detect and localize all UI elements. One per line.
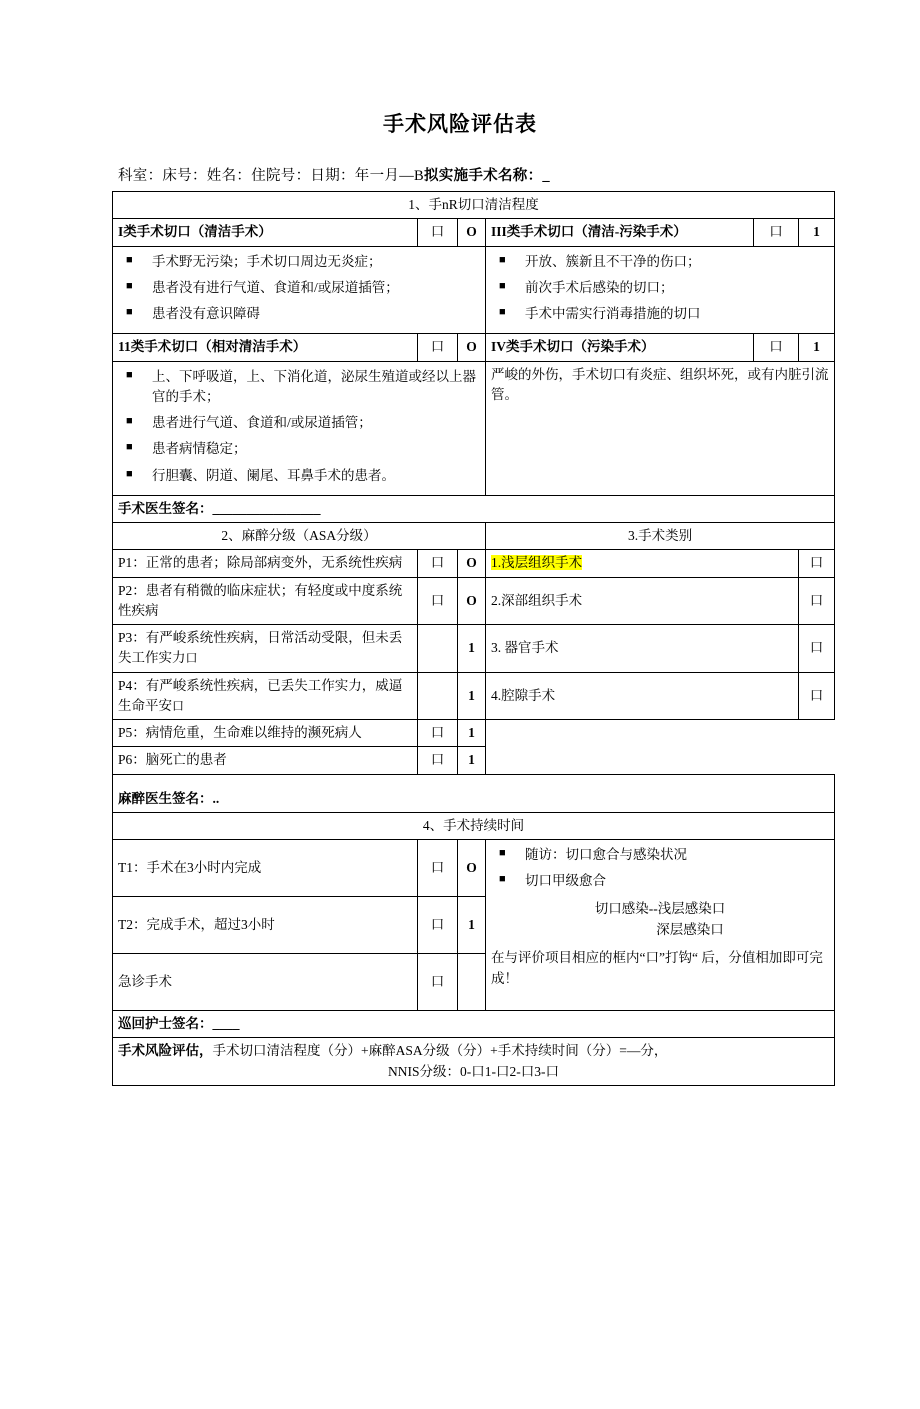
asa-score: 1 — [458, 747, 486, 774]
duration-label: 急诊手术 — [113, 954, 418, 1011]
document-page — [0, 108, 920, 1409]
list-item: ■ 前次手术后感染的切口； — [491, 278, 829, 298]
cat3-items — [486, 246, 835, 334]
cat3-label: III类手术切口（清洁-污染手术） — [486, 219, 754, 246]
duration-checkbox[interactable]: 口 — [418, 897, 458, 954]
list-item: ■ 患者没有进行气道、食道和/或尿道插管； — [118, 278, 480, 298]
duration-label: T1：手术在3小时内完成 — [113, 840, 418, 897]
planned-surgery-label: 拟实施手术名称：_ — [423, 168, 550, 184]
asa-label: P2：患者有稍微的临床症状；有轻度或中度系统性疾病 — [113, 577, 418, 625]
surgery-type-empty — [486, 720, 835, 747]
surgery-type-empty — [486, 747, 835, 774]
asa-row — [113, 550, 835, 577]
list-item: ■ 患者进行气道、食道和/或尿道插管； — [118, 413, 480, 433]
asa-checkbox[interactable]: 口 — [418, 577, 458, 625]
list-item: ■ 手术中需实行消毒措施的切口 — [491, 304, 829, 324]
asa-row — [113, 747, 835, 774]
surgeon-signature[interactable]: 手术医生签名：________________ — [113, 495, 835, 522]
surgery-type-label: 4.腔隙手术 — [486, 672, 799, 720]
duration-score: 1 — [458, 897, 486, 954]
page-title: 手术风险评估表 — [383, 112, 537, 136]
list-item: ■ 行胆囊、阴道、阑尾、耳鼻手术的患者。 — [118, 466, 480, 486]
surgery-type-checkbox[interactable]: 口 — [799, 625, 835, 673]
anesthetist-signature[interactable]: 麻醉医生签名：.. — [113, 774, 835, 812]
asa-score: 1 — [458, 625, 486, 673]
asa-checkbox[interactable]: 口 — [418, 720, 458, 747]
asa-label — [113, 672, 418, 720]
section1-title-row — [113, 192, 835, 219]
list-item: ■ 切口甲级愈合 — [491, 871, 829, 891]
section1-cat-items-row-2 — [113, 361, 835, 495]
asa-row — [113, 577, 835, 625]
surgery-type-label — [486, 550, 799, 577]
list-item: ■ 上、下呼吸道，上、下消化道，泌尿生殖道或经以上器官的手术； — [118, 367, 480, 408]
asa-row — [113, 625, 835, 673]
asa-checkbox[interactable]: 口 — [418, 550, 458, 577]
nurse-signature[interactable]: 巡回护士签名：____ — [113, 1011, 835, 1038]
asa-score: O — [458, 550, 486, 577]
patient-info-line — [118, 164, 920, 185]
duration-row — [113, 840, 835, 897]
duration-checkbox[interactable]: 口 — [418, 840, 458, 897]
nurse-sign-row — [113, 1011, 835, 1038]
asa-label: P5：病情危重，生命难以维持的濒死病人 — [113, 720, 418, 747]
surgery-type-checkbox[interactable]: 口 — [799, 672, 835, 720]
anesthetist-sign-row — [113, 774, 835, 812]
section4-title: 4、手术持续时间 — [113, 812, 835, 839]
surgery-type-text: 1.浅层组织手术 — [491, 555, 583, 571]
nnis-grade[interactable]: NNIS分级：0-口1-口2-口3-口 — [388, 1063, 560, 1079]
asa-text: P3：有严峻系统性疾病，日常活动受限，但未丢失工作实力 — [118, 630, 403, 666]
footer-row — [113, 1038, 835, 1086]
risk-assessment-formula: 手术切口清洁程度（分）+麻醉ASA分级（分）+手术持续时间（分）=—分， — [212, 1043, 668, 1059]
cat4-label: IV类手术切口（污染手术） — [486, 334, 754, 361]
infection-deep: 深层感染口 — [656, 922, 724, 938]
section1-cat-head-row-2 — [113, 334, 835, 361]
asa-checkbox-spacer — [418, 625, 458, 673]
cat4-checkbox[interactable]: 口 — [754, 334, 799, 361]
cat3-score: 1 — [799, 219, 835, 246]
list-item: ■ 随访：切口愈合与感染状况 — [491, 845, 829, 865]
asa-row — [113, 672, 835, 720]
duration-score — [458, 954, 486, 1011]
asa-checkbox-spacer — [418, 672, 458, 720]
followup-block — [486, 840, 835, 1011]
section1-cat-head-row-1 — [113, 219, 835, 246]
cat4-text: 严峻的外伤，手术切口有炎症、组织坏死，或有内脏引流管。 — [486, 361, 835, 495]
asa-label — [113, 625, 418, 673]
asa-row — [113, 720, 835, 747]
asa-score: O — [458, 577, 486, 625]
cat2-score: O — [458, 334, 486, 361]
section1-cat-items-row-1 — [113, 246, 835, 334]
asa-checkbox-inline[interactable]: 口 — [185, 651, 198, 666]
section4-title-row — [113, 812, 835, 839]
surgery-type-checkbox[interactable]: 口 — [799, 577, 835, 625]
cat2-items — [113, 361, 486, 495]
asa-score: 1 — [458, 672, 486, 720]
cat3-checkbox[interactable]: 口 — [754, 219, 799, 246]
assessment-table — [112, 191, 835, 1086]
cat2-label: 11类手术切口（相对清洁手术） — [113, 334, 418, 361]
asa-checkbox[interactable]: 口 — [418, 747, 458, 774]
asa-checkbox-inline[interactable]: 口 — [172, 698, 185, 713]
cat1-checkbox[interactable]: 口 — [418, 219, 458, 246]
section3-title: 3.手术类别 — [486, 523, 835, 550]
section2-title: 2、麻醉分级（ASA分级） — [113, 523, 486, 550]
asa-score: 1 — [458, 720, 486, 747]
section1-title: 1、手nR切口清洁程度 — [113, 192, 835, 219]
instruction-text: 在与评价项目相应的框内“口”打钩“ 后，分值相加即可完成！ — [491, 949, 823, 987]
cat1-items — [113, 246, 486, 334]
duration-score: O — [458, 840, 486, 897]
list-item: ■ 患者没有意识障碍 — [118, 304, 480, 324]
surgery-type-label: 2.深部组织手术 — [486, 577, 799, 625]
list-item: ■ 手术野无污染；手术切口周边无炎症； — [118, 252, 480, 272]
duration-label: T2：完成手术，超过3小时 — [113, 897, 418, 954]
risk-assessment-footer — [113, 1038, 835, 1086]
duration-checkbox[interactable]: 口 — [418, 954, 458, 1011]
risk-assessment-label: 手术风险评估， — [118, 1043, 213, 1059]
patient-info-text: 科室：床号：姓名：住院号：日期：年一月—B — [118, 168, 424, 184]
infection-shallow: 切口感染--浅层感染口 — [594, 900, 726, 916]
cat1-label: I类手术切口（清洁手术） — [113, 219, 418, 246]
list-item: ■ 开放、簇新且不干净的伤口； — [491, 252, 829, 272]
cat2-checkbox[interactable]: 口 — [418, 334, 458, 361]
list-item: ■ 患者病情稳定； — [118, 439, 480, 459]
asa-label: P6：脑死亡的患者 — [113, 747, 418, 774]
cat1-score: O — [458, 219, 486, 246]
surgeon-sign-row — [113, 495, 835, 522]
surgery-type-checkbox[interactable]: 口 — [799, 550, 835, 577]
section23-title-row — [113, 523, 835, 550]
asa-text: P4：有严峻系统性疾病，已丢失工作实力，威逼生命平安 — [118, 677, 403, 713]
asa-label: P1：正常的患者；除局部病变外，无系统性疾病 — [113, 550, 418, 577]
cat4-score: 1 — [799, 334, 835, 361]
surgery-type-label: 3. 器官手术 — [486, 625, 799, 673]
